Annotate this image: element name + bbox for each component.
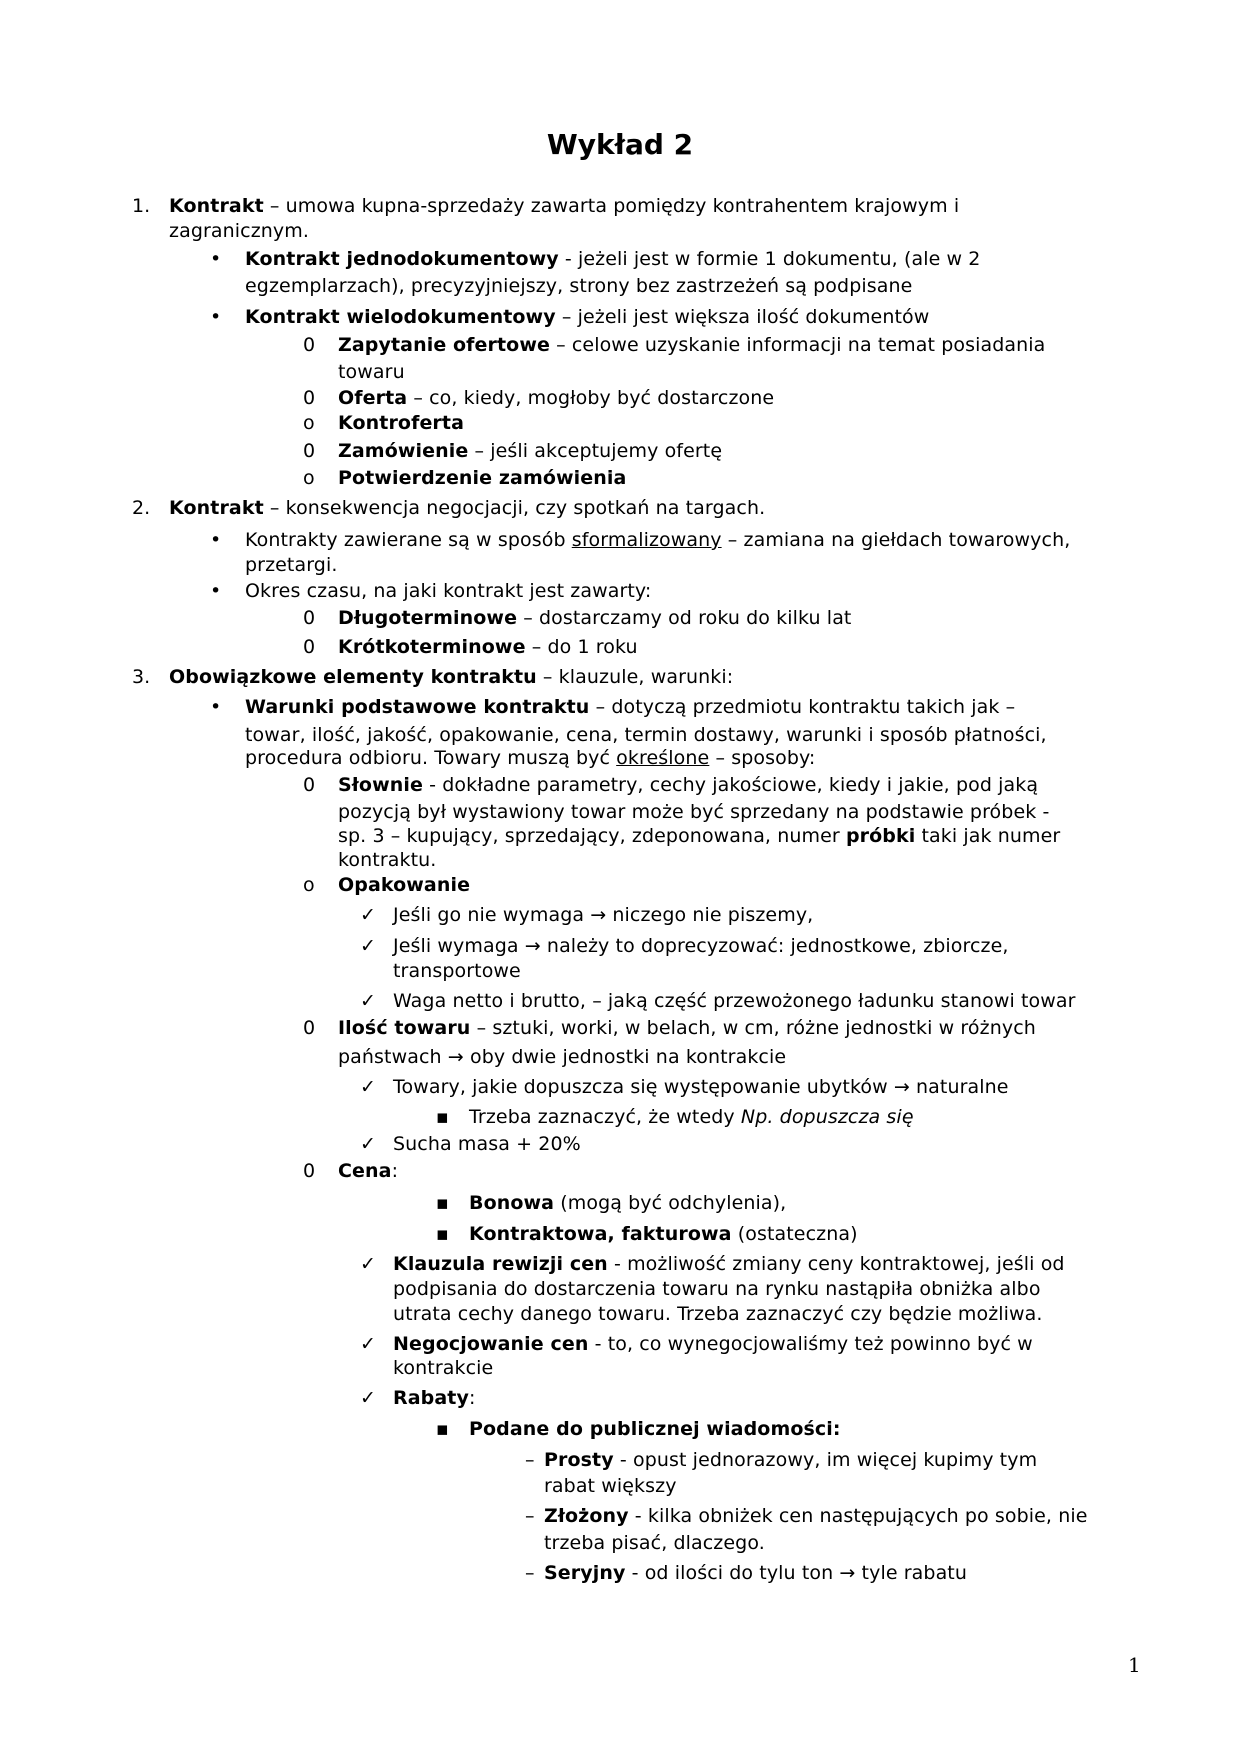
- list-marker: o: [303, 467, 315, 489]
- bold-term: Słownie: [338, 774, 423, 796]
- bold-term: Seryjny: [544, 1562, 626, 1584]
- list-marker: –: [525, 1505, 535, 1527]
- bold-term: Warunki podstawowe kontraktu: [245, 696, 590, 718]
- text-run: Okres czasu, na jaki kontrakt jest zawarty:: [245, 580, 652, 602]
- bold-term: Długoterminowe: [338, 607, 518, 629]
- text-run: towar, ilość, jakość, opakowanie, cena, termin dostawy, warunki i sposób płatności,: [245, 724, 1047, 746]
- list-marker: o: [303, 412, 315, 434]
- text-line: [393, 1132, 581, 1156]
- text-line: [393, 1252, 1065, 1276]
- text-run: Waga netto i brutto, – jaką część przewożonego ładunku stanowi towar: [393, 990, 1076, 1012]
- bold-term: Prosty: [544, 1449, 614, 1471]
- bold-term: próbki: [845, 825, 916, 847]
- text-run: Towary, jakie dopuszcza się występowanie ubytków → naturalne: [393, 1076, 1009, 1098]
- bold-term: Potwierdzenie zamówienia: [338, 467, 627, 489]
- list-marker: ▪: [436, 1106, 449, 1128]
- text-run: towaru: [338, 361, 405, 383]
- text-run: – celowe uzyskanie informacji na temat posiadania: [549, 334, 1046, 356]
- text-run: – co, kiedy, mogłoby być dostarczone: [407, 387, 775, 409]
- bold-term: Kontrakt: [169, 497, 264, 519]
- text-line: [393, 959, 521, 983]
- text-run: Jeśli go nie wymaga → niczego nie piszemy,: [393, 904, 814, 926]
- text-run: - kilka obniżek cen następujących po sobie, nie: [628, 1505, 1088, 1527]
- bold-term: Obowiązkowe elementy kontraktu: [169, 666, 537, 688]
- list-marker: ✓: [360, 1253, 376, 1275]
- bold-term: Klauzula rewizji cen: [393, 1253, 608, 1275]
- bold-term: Krótkoterminowe: [338, 636, 526, 658]
- document-title: Wykład 2: [546, 128, 694, 161]
- text-line: [393, 1386, 475, 1410]
- text-run: utrata cechy danego towaru. Trzeba zaznaczyć czy będzie możliwa.: [393, 1303, 1043, 1325]
- bold-term: Kontraktowa, fakturowa: [469, 1223, 732, 1245]
- text-line: [393, 989, 1076, 1013]
- text-line: [544, 1531, 765, 1555]
- text-run: Kontrakty zawierane są w sposób: [245, 529, 572, 551]
- text-line: [245, 723, 1047, 747]
- list-marker: ✓: [360, 904, 376, 926]
- text-run: transportowe: [393, 960, 521, 982]
- text-run: pozycją był wystawiony towar może być sprzedany na podstawie próbek -: [338, 801, 1050, 823]
- text-line: [469, 1191, 786, 1215]
- text-run: Sucha masa + 20%: [393, 1133, 581, 1155]
- text-line: [338, 800, 1049, 824]
- list-marker: 0: [303, 607, 316, 629]
- text-run: trzeba pisać, dlaczego.: [544, 1532, 765, 1554]
- bold-term: Cena: [338, 1160, 392, 1182]
- text-run: Np. dopuszcza się: [740, 1106, 914, 1128]
- text-line: [393, 1302, 1043, 1326]
- bold-term: Oferta: [338, 387, 408, 409]
- text-run: przetargi.: [245, 554, 338, 576]
- text-run: :: [391, 1160, 399, 1182]
- text-line: [338, 411, 464, 435]
- text-line: [544, 1561, 967, 1585]
- text-line: [338, 333, 1045, 357]
- text-line: [245, 579, 651, 603]
- text-run: procedura odbioru. Towary muszą być: [245, 747, 617, 769]
- text-run: – klauzule, warunki:: [536, 666, 734, 688]
- text-line: [338, 848, 436, 872]
- list-marker: ▪: [436, 1192, 449, 1214]
- text-run: - od ilości do tylu ton → tyle rabatu: [625, 1562, 968, 1584]
- list-marker: o: [303, 874, 315, 896]
- text-run: Jeśli wymaga → należy to doprecyzować: jednostkowe, zbiorcze,: [393, 935, 1009, 957]
- text-line: [393, 1356, 493, 1380]
- text-run: - dokładne parametry, cechy jakościowe, kiedy i jakie, pod jaką: [422, 774, 1039, 796]
- bold-term: Bonowa: [469, 1192, 555, 1214]
- list-marker: ✓: [360, 990, 376, 1012]
- text-run: sp. 3 – kupujący, sprzedający, zdeponowana, numer: [338, 825, 846, 847]
- text-line: [245, 247, 981, 271]
- text-line: [245, 528, 1070, 552]
- text-line: [338, 1016, 1036, 1040]
- list-marker: •: [210, 529, 222, 551]
- list-marker: ✓: [360, 1387, 376, 1409]
- text-run: określone: [616, 747, 710, 769]
- text-run: – konsekwencja negocjacji, czy spotkań na targach.: [263, 497, 766, 519]
- text-run: – sposoby:: [709, 747, 816, 769]
- text-run: - możliwość zmiany ceny kontraktowej, jeśli od: [607, 1253, 1065, 1275]
- text-run: :: [468, 1387, 476, 1409]
- bold-term: Kontrakt jednodokumentowy: [245, 248, 559, 270]
- text-line: [393, 903, 813, 927]
- bold-term: Negocjowanie cen: [393, 1333, 589, 1355]
- text-line: [338, 386, 774, 410]
- text-line: [393, 1332, 1033, 1356]
- list-marker: –: [525, 1449, 535, 1471]
- list-marker: •: [210, 696, 222, 718]
- bold-term: Rabaty: [393, 1387, 469, 1409]
- text-run: – jeżeli jest większa ilość dokumentów: [555, 306, 930, 328]
- text-run: (ostateczna): [731, 1223, 858, 1245]
- list-marker: ✓: [360, 1076, 376, 1098]
- list-marker: 2.: [132, 497, 151, 519]
- text-line: [338, 635, 638, 659]
- text-run: - jeżeli jest w formie 1 dokumentu, (ale w 2: [558, 248, 981, 270]
- text-run: taki jak numer: [915, 825, 1061, 847]
- list-marker: ▪: [436, 1223, 449, 1245]
- list-marker: 0: [303, 774, 316, 796]
- bold-term: Podane do publicznej wiadomości:: [469, 1418, 841, 1440]
- text-line: [544, 1448, 1037, 1472]
- text-run: sformalizowany: [571, 529, 722, 551]
- bold-term: Kontrakt: [169, 195, 264, 217]
- list-marker: •: [210, 306, 222, 328]
- text-line: [338, 773, 1038, 797]
- text-line: [245, 274, 912, 298]
- text-run: państwach → oby dwie jednostki na kontrakcie: [338, 1046, 787, 1068]
- text-run: – umowa kupna-sprzedaży zawarta pomiędzy kontrahentem krajowym i: [263, 195, 960, 217]
- list-marker: 0: [303, 387, 316, 409]
- text-line: [338, 873, 470, 897]
- list-marker: 3.: [132, 666, 151, 688]
- text-run: – dotyczą przedmiotu kontraktu takich jak –: [589, 696, 1016, 718]
- text-line: [169, 665, 733, 689]
- text-line: [393, 1277, 1041, 1301]
- list-marker: 0: [303, 440, 316, 462]
- bold-term: Ilość towaru: [338, 1017, 471, 1039]
- text-run: - opust jednorazowy, im więcej kupimy tym: [613, 1449, 1038, 1471]
- text-line: [245, 553, 337, 577]
- text-run: – sztuki, worki, w belach, w cm, różne jednostki w różnych: [470, 1017, 1036, 1039]
- bold-term: Zamówienie: [338, 440, 469, 462]
- text-line: [544, 1504, 1088, 1528]
- list-marker: •: [210, 580, 222, 602]
- text-run: - to, co wynegocjowaliśmy też powinno być w: [588, 1333, 1033, 1355]
- text-line: [245, 695, 1015, 719]
- page-number: 1: [1128, 1653, 1141, 1677]
- text-line: [544, 1474, 677, 1498]
- text-run: kontraktu.: [338, 849, 437, 871]
- text-run: podpisania do dostarczenia towaru na rynku nastąpiła obniżka albo: [393, 1278, 1041, 1300]
- text-run: egzemplarzach), precyzyjniejszy, strony bez zastrzeżeń są podpisane: [245, 275, 913, 297]
- text-line: [338, 824, 1060, 848]
- text-run: kontrakcie: [393, 1357, 494, 1379]
- text-line: [169, 194, 959, 218]
- bold-term: Kontrakt wielodokumentowy: [245, 306, 556, 328]
- text-run: zagranicznym.: [169, 220, 310, 242]
- text-run: – jeśli akceptujemy ofertę: [468, 440, 723, 462]
- list-marker: ✓: [360, 1133, 376, 1155]
- list-marker: ✓: [360, 1333, 376, 1355]
- text-line: [393, 1075, 1009, 1099]
- text-line: [169, 496, 765, 520]
- text-line: [245, 746, 815, 770]
- text-line: [338, 439, 722, 463]
- text-line: [338, 466, 626, 490]
- bold-term: Zapytanie ofertowe: [338, 334, 550, 356]
- list-marker: ✓: [360, 935, 376, 957]
- text-run: rabat większy: [544, 1475, 677, 1497]
- text-line: [469, 1417, 841, 1441]
- text-run: – dostarczamy od roku do kilku lat: [517, 607, 852, 629]
- text-line: [338, 1045, 786, 1069]
- text-line: [169, 219, 309, 243]
- text-run: Trzeba zaznaczyć, że wtedy: [469, 1106, 741, 1128]
- text-run: – zamiana na giełdach towarowych,: [721, 529, 1071, 551]
- bold-term: Złożony: [544, 1505, 629, 1527]
- bold-term: Opakowanie: [338, 874, 471, 896]
- text-line: [245, 305, 929, 329]
- text-line: [469, 1222, 858, 1246]
- text-run: (mogą być odchylenia),: [554, 1192, 787, 1214]
- list-marker: ▪: [436, 1418, 449, 1440]
- text-line: [393, 934, 1009, 958]
- text-line: [338, 360, 405, 384]
- list-marker: –: [525, 1562, 535, 1584]
- list-marker: 0: [303, 334, 316, 356]
- text-line: [469, 1105, 914, 1129]
- list-marker: 0: [303, 636, 316, 658]
- bold-term: Kontroferta: [338, 412, 465, 434]
- list-marker: 0: [303, 1017, 316, 1039]
- list-marker: 0: [303, 1160, 316, 1182]
- text-line: [338, 1159, 398, 1183]
- list-marker: •: [210, 248, 222, 270]
- list-marker: 1.: [132, 195, 151, 217]
- text-line: [338, 606, 851, 630]
- text-run: – do 1 roku: [525, 636, 638, 658]
